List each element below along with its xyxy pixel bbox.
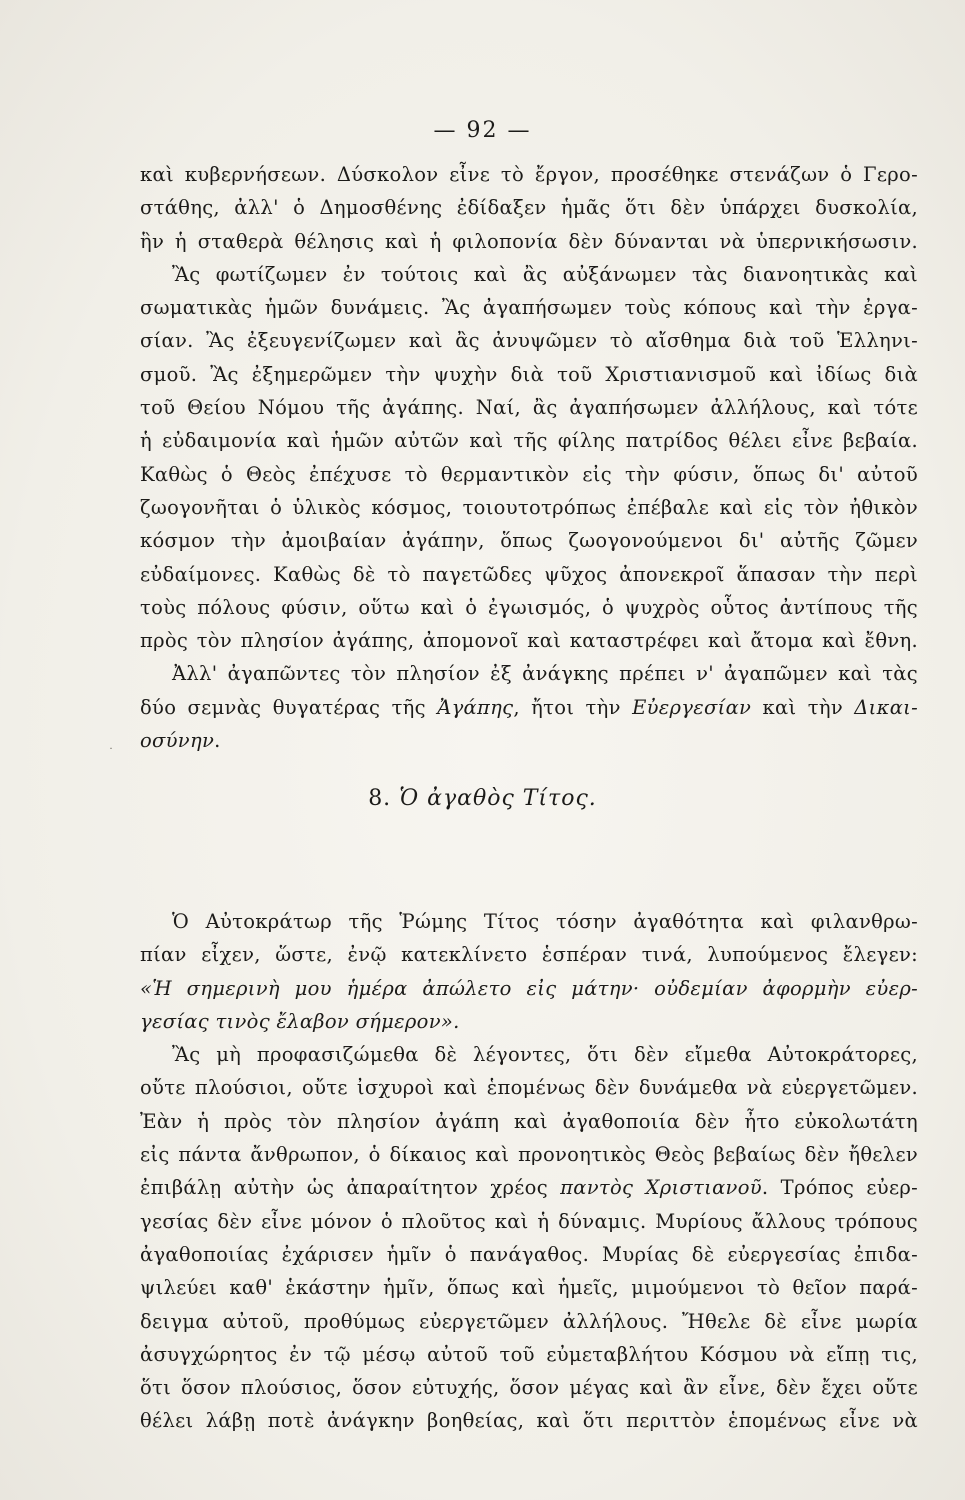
text-line: οσύνην. <box>140 729 221 753</box>
paragraph-block-bottom <box>140 905 918 1438</box>
text-line: τοὺς πόλους φύσιν, οὕτω καὶ ὁ ἐγωισμός, ὁ ψυχρὸς οὗτος ἀντίπους τῆς <box>140 595 918 619</box>
page-number <box>0 118 965 143</box>
text-line: στάθης, ἀλλ' ὁ Δημοσθένης ἐδίδαξεν ἡμᾶς ὅτι δὲν ὑπάρχει δυσκολία, <box>140 196 918 220</box>
text-line: δύο σεμνὰς θυγατέρας τῆς Ἀγάπης, ἤτοι τὴν Εὐεργεσίαν καὶ τὴν Δικαι- <box>140 695 918 719</box>
text-line: Καθὼς ὁ Θεὸς ἐπέχυσε τὸ θερμαντικὸν εἰς τὴν φύσιν, ὅπως δι' αὐτοῦ <box>140 462 918 486</box>
section-heading <box>0 786 965 811</box>
text-line: ἀγαθοποιίας ἐχάρισεν ἡμῖν ὁ πανάγαθος. Μυρίας δὲ εὐεργεσίας ἐπιδα- <box>140 1242 918 1266</box>
text-line: θέλει λάβῃ ποτὲ ἀνάγκην βοηθείας, καὶ ὅτι περιττὸν ἑπομένως εἶνε νὰ <box>140 1409 918 1433</box>
text-line: Ἂς μὴ προφασιζώμεθα δὲ λέγοντες, ὅτι δὲν εἴμεθα Αὐτοκράτορες, <box>172 1043 918 1067</box>
text-line: Ἀλλ' ἀγαπῶντες τὸν πλησίον ἐξ ἀνάγκης πρέπει ν' ἀγαπῶμεν καὶ τὰς <box>172 662 918 686</box>
text-line: Ἐὰν ἡ πρὸς τὸν πλησίον ἀγάπη καὶ ἀγαθοποιία δὲν ἦτο εὐκολωτάτη <box>140 1109 918 1133</box>
text-line: οὔτε πλούσιοι, οὔτε ἰσχυροὶ καὶ ἑπομένως δὲν δυνάμεθα νὰ εὐεργετῶμεν. <box>140 1076 918 1100</box>
text-line: Ἂς φωτίζωμεν ἐν τούτοις καὶ ἂς αὐξάνωμεν τὰς διανοητικὰς καὶ <box>172 262 918 286</box>
text-line: ἀσυγχώρητος ἐν τῷ μέσῳ αὐτοῦ τοῦ εὐμεταβλήτου Κόσμου νὰ εἴπῃ τις, <box>140 1342 918 1366</box>
text-line: ἡ εὐδαιμονία καὶ ἡμῶν αὐτῶν καὶ τῆς φίλης πατρίδος θέλει εἶνε βεβαία. <box>140 429 918 453</box>
text-line: ἣν ἡ σταθερὰ θέλησις καὶ ἡ φιλοπονία δὲν δύνανται νὰ ὑπερνικήσωσιν. <box>140 229 918 253</box>
text-line: κόσμον τὴν ἀμοιβαίαν ἀγάπην, ὅπως ζωογονούμενοι δι' αὐτῆς ζῶμεν <box>140 529 918 553</box>
text-line: ψιλεύει καθ' ἑκάστην ἡμῖν, ὅπως καὶ ἡμεῖς, μιμούμενοι τὸ θεῖον παρά- <box>140 1276 918 1300</box>
text-line: σίαν. Ἂς ἐξευγενίζωμεν καὶ ἂς ἀνυψῶμεν τὸ αἴσθημα διὰ τοῦ Ἑλληνι- <box>140 329 918 353</box>
text-line: «Ἡ σημερινὴ μου ἡμέρα ἀπώλετο εἰς μάτην· οὐδεμίαν ἀφορμὴν εὐερ- <box>140 976 918 1000</box>
text-line: σωματικὰς ἡμῶν δυνάμεις. Ἂς ἀγαπήσωμεν τοὺς κόπους καὶ τὴν ἐργα- <box>140 296 918 320</box>
text-line: Ὁ Αὐτοκράτωρ τῆς Ῥώμης Τίτος τόσην ἀγαθότητα καὶ φιλανθρω- <box>172 910 918 933</box>
text-line: εἰς πάντα ἄνθρωπον, ὁ δίκαιος καὶ προνοητικὸς Θεὸς βεβαίως δὲν ἤθελεν <box>140 1143 918 1167</box>
margin-mark: ˙ <box>108 746 114 760</box>
section-title: Ὁ ἀγαθὸς Τίτος. <box>399 786 597 811</box>
text-line: γεσίας τινὸς ἔλαβον σήμερον». <box>140 1009 460 1033</box>
text-line: καὶ κυβερνήσεων. Δύσκολον εἶνε τὸ ἔργον, προσέθηκε στενάζων ὁ Γερο- <box>140 163 918 186</box>
text-line: εὐδαίμονες. Καθὼς δὲ τὸ παγετῶδες ψῦχος ἀπονεκροῖ ἅπασαν τὴν περὶ <box>140 562 918 586</box>
text-line: ἐπιβάλῃ αὐτὴν ὡς ἀπαραίτητον χρέος παντὸς Χριστιανοῦ. Τρόπος εὐερ- <box>140 1176 918 1200</box>
paragraph-block-top <box>140 158 918 757</box>
text-line: πρὸς τὸν πλησίον ἀγάπης, ἀπομονοῖ καὶ καταστρέφει καὶ ἄτομα καὶ ἔθνη. <box>140 629 918 653</box>
text-line: ζωογονῆται ὁ ὑλικὸς κόσμος, τοιουτοτρόπως ἐπέβαλε καὶ εἰς τὸν ἠθικὸν <box>140 495 918 519</box>
text-line: ὅτι ὅσον πλούσιος, ὅσον εὐτυχής, ὅσον μέγας καὶ ἂν εἶνε, δὲν ἔχει οὔτε <box>140 1376 918 1400</box>
section-number: 8. <box>368 786 392 811</box>
text-line: γεσίας δὲν εἶνε μόνον ὁ πλοῦτος καὶ ἡ δύναμις. Μυρίους ἄλλους τρόπους <box>140 1209 918 1233</box>
text-line: πίαν εἶχεν, ὥστε, ἐνῷ κατεκλίνετο ἑσπέραν τινά, λυπούμενος ἔλεγεν: <box>140 943 918 967</box>
page-number-text: — 92 — <box>433 118 532 143</box>
text-line: δειγμα αὐτοῦ, προθύμως εὐεργετῶμεν ἀλλήλους. Ἤθελε δὲ εἶνε μωρία <box>140 1309 918 1333</box>
text-line: τοῦ Θείου Νόμου τῆς ἀγάπης. Ναί, ἂς ἀγαπήσωμεν ἀλλήλους, καὶ τότε <box>140 396 918 420</box>
text-line: σμοῦ. Ἂς ἐξημερῶμεν τὴν ψυχὴν διὰ τοῦ Χριστιανισμοῦ καὶ ἰδίως διὰ <box>140 362 918 386</box>
